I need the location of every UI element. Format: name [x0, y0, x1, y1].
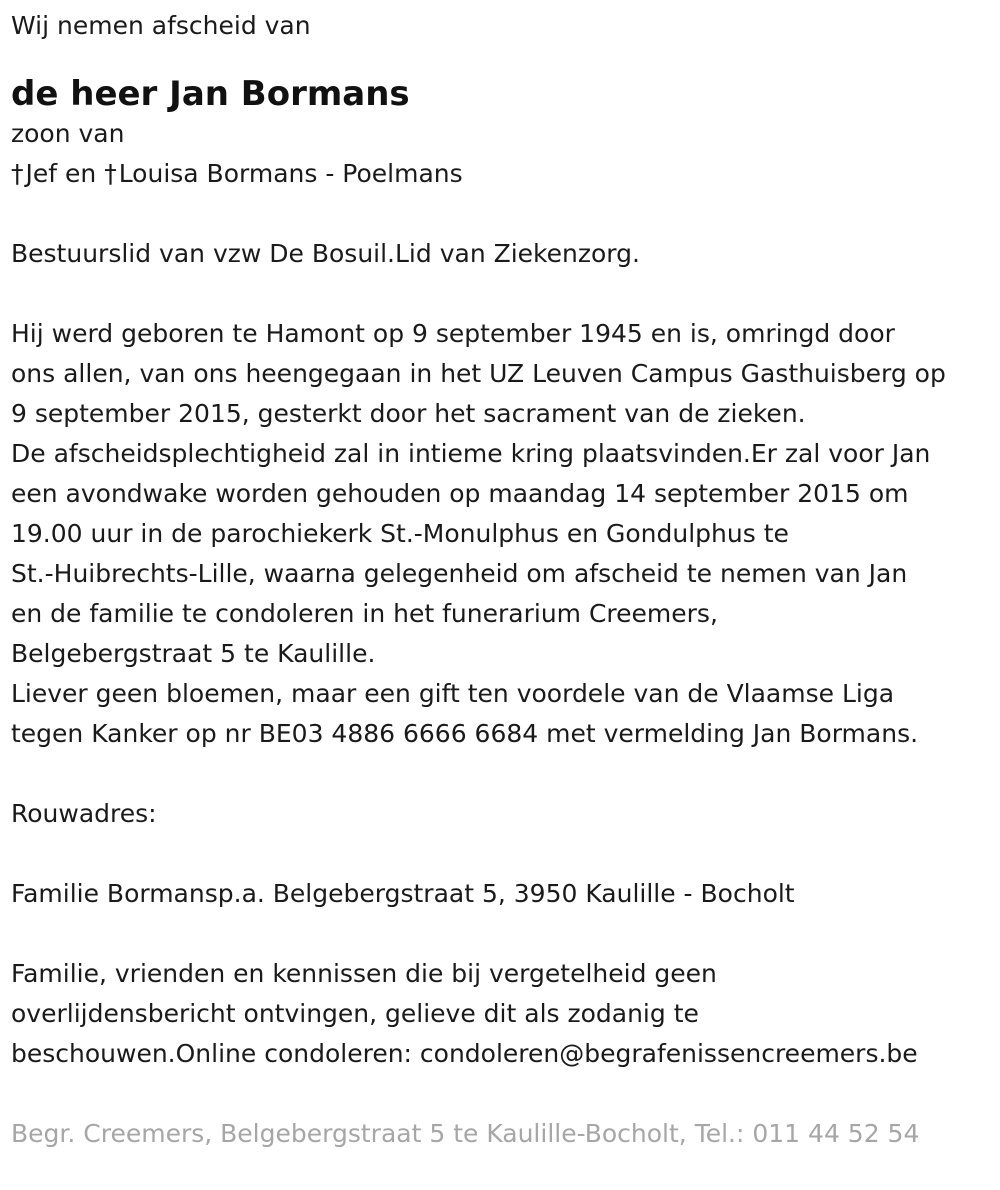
spacer — [11, 914, 1000, 954]
cross-icon: † — [11, 159, 24, 188]
body-line: tegen Kanker op nr BE03 4886 6666 6684 met vermelding Jan Bormans. — [11, 719, 919, 748]
closing-line: beschouwen.Online condoleren: condoleren@begrafenissencreemers.be — [11, 1039, 918, 1068]
mourning-address: Familie Bormansp.a. Belgebergstraat 5, 3950 Kaulille - Bocholt — [11, 879, 795, 908]
body-line: St.-Huibrechts-Lille, waarna gelegenheid om afscheid te nemen van Jan — [11, 559, 908, 588]
intro-text: Wij nemen afscheid van — [11, 11, 311, 40]
body-line: ons allen, van ons heengegaan in het UZ Leuven Campus Gasthuisberg op — [11, 359, 946, 388]
body-line: Liever geen bloemen, maar een gift ten voordele van de Vlaamse Liga — [11, 679, 895, 708]
body-line: Belgebergstraat 5 te Kaulille. — [11, 639, 376, 668]
parent-mother: Louisa Bormans - Poelmans — [118, 159, 463, 188]
closing-text — [11, 954, 1000, 1074]
notice-body — [11, 314, 1000, 754]
spacer — [11, 194, 1000, 234]
address-label: Rouwadres: — [11, 799, 157, 828]
roles-text: Bestuurslid van vzw De Bosuil.Lid van Ziekenzorg. — [11, 239, 640, 268]
parents-line — [11, 154, 1000, 194]
son-of-label: zoon van — [11, 119, 125, 148]
cross-icon: † — [104, 159, 117, 188]
spacer — [11, 1074, 1000, 1114]
spacer — [11, 834, 1000, 874]
body-line: een avondwake worden gehouden op maandag 14 september 2015 om — [11, 479, 909, 508]
deceased-name: de heer Jan Bormans — [11, 74, 410, 114]
body-line: en de familie te condoleren in het funerarium Creemers, — [11, 599, 718, 628]
body-line: De afscheidsplechtigheid zal in intieme kring plaatsvinden.Er zal voor Jan — [11, 439, 931, 468]
spacer — [11, 754, 1000, 794]
spacer — [11, 274, 1000, 314]
body-line: Hij werd geboren te Hamont op 9 september 1945 en is, omringd door — [11, 319, 895, 348]
closing-line: Familie, vrienden en kennissen die bij vergetelheid geen — [11, 959, 717, 988]
funeral-home-footer: Begr. Creemers, Belgebergstraat 5 te Kaulille-Bocholt, Tel.: 011 44 52 54 — [11, 1119, 920, 1148]
body-line: 19.00 uur in de parochiekerk St.-Monulphus en Gondulphus te — [11, 519, 789, 548]
parent-father: Jef en — [25, 159, 97, 188]
body-line: 9 september 2015, gesterkt door het sacrament van de zieken. — [11, 399, 806, 428]
closing-line: overlijdensbericht ontvingen, gelieve dit als zodanig te — [11, 999, 699, 1028]
